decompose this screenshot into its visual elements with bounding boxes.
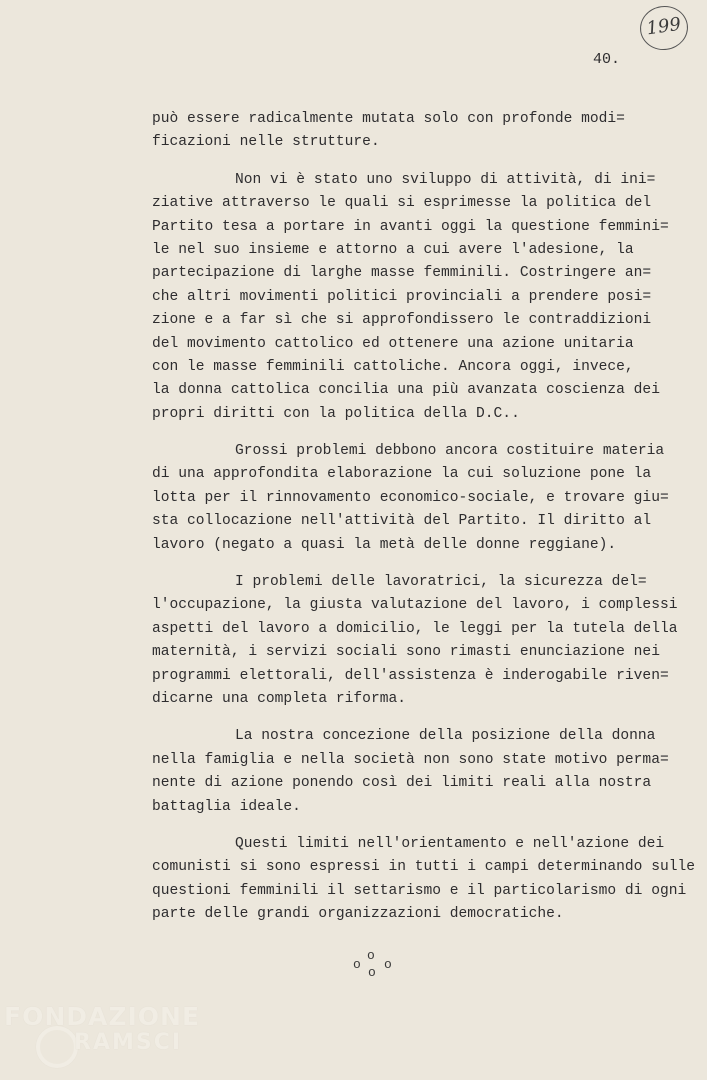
text-line: maternità, i servizi sociali sono rimasti enunciazione nei <box>152 644 660 661</box>
typewritten-body <box>152 108 695 927</box>
text-line: di una approfondita elaborazione la cui soluzione pone la <box>152 466 652 483</box>
page-number: 40. <box>593 51 621 68</box>
text-line: lavoro (negato a quasi la metà delle donne reggiane). <box>152 536 617 553</box>
watermark-line-2: RAMSCI <box>74 1030 183 1055</box>
text-line: aspetti del lavoro a domicilio, le leggi per la tutela della <box>152 620 678 637</box>
paragraph-gap <box>152 426 692 440</box>
watermark-line-1: FONDAZIONE <box>4 1002 201 1031</box>
text-line: propri diritti con la politica della D.C.. <box>152 405 520 422</box>
text-line: Questi limiti nell'orientamento e nell'azione dei <box>235 835 665 852</box>
paragraph <box>152 833 695 927</box>
paragraph <box>152 440 692 557</box>
watermark-g-ring <box>36 1026 78 1068</box>
text-line: può essere radicalmente mutata solo con profonde modi= <box>152 111 625 127</box>
paragraph-gap <box>152 711 692 725</box>
paragraph <box>152 571 692 711</box>
text-line: parte delle grandi organizzazioni democratiche. <box>152 906 564 923</box>
text-line: del movimento cattolico ed ottenere una azione unitaria <box>152 335 634 352</box>
text-line: la donna cattolica concilia una più avanzata coscienza dei <box>152 382 660 399</box>
text-line: nente di azione ponendo così dei limiti reali alla nostra <box>152 775 652 792</box>
text-line: Non vi è stato uno sviluppo di attività, di ini= <box>235 171 656 188</box>
ornament-dot: o <box>353 957 361 972</box>
text-line: questioni femminili il settarismo e il particolarismo di ogni <box>152 882 687 899</box>
text-line: lotta per il rinnovamento economico-sociale, e trovare giu= <box>152 489 669 506</box>
paragraph-gap <box>152 819 692 833</box>
text-line: ziative attraverso le quali si esprimesse la politica del <box>152 195 652 212</box>
text-line: sta collocazione nell'attività del Partito. Il diritto al <box>152 513 652 530</box>
text-line: I problemi delle lavoratrici, la sicurezza del= <box>235 574 647 591</box>
text-line: ficazioni nelle strutture. <box>152 134 380 151</box>
archive-stamp-number: 199 <box>645 13 683 40</box>
paragraph-gap <box>152 557 692 571</box>
text-line: partecipazione di larghe masse femminili. Costringere an= <box>152 265 652 282</box>
text-line: comunisti si sono espressi in tutti i campi determinando sulle <box>152 859 695 876</box>
text-line: che altri movimenti politici provinciali a prendere posi= <box>152 288 652 305</box>
text-line: zione e a far sì che si approfondissero le contraddizioni <box>152 312 652 329</box>
ornament-dot: o <box>384 957 392 972</box>
text-line: battaglia ideale. <box>152 798 301 815</box>
ornament-dot: o <box>367 948 375 963</box>
paragraph <box>152 108 692 155</box>
text-line: programmi elettorali, dell'assistenza è inderogabile riven= <box>152 667 669 684</box>
text-line: con le masse femminili cattoliche. Ancora oggi, invece, <box>152 358 634 375</box>
ornament-dot: o <box>368 965 376 980</box>
paragraph <box>152 169 692 426</box>
closing-ornament <box>347 948 397 978</box>
text-line: dicarne una completa riforma. <box>152 690 406 707</box>
text-line: Partito tesa a portare in avanti oggi la questione femmini= <box>152 218 669 235</box>
text-line: La nostra concezione della posizione della donna <box>235 728 656 745</box>
foundation-watermark <box>4 1000 204 1070</box>
text-line: nella famiglia e nella società non sono state motivo perma= <box>152 751 669 768</box>
archive-stamp <box>637 3 691 53</box>
text-line: l'occupazione, la giusta valutazione del lavoro, i complessi <box>152 597 678 614</box>
paragraph-gap <box>152 155 692 169</box>
text-line: le nel suo insieme e attorno a cui avere l'adesione, la <box>152 241 634 258</box>
paragraph <box>152 725 692 819</box>
text-line: Grossi problemi debbono ancora costituire materia <box>235 443 665 460</box>
